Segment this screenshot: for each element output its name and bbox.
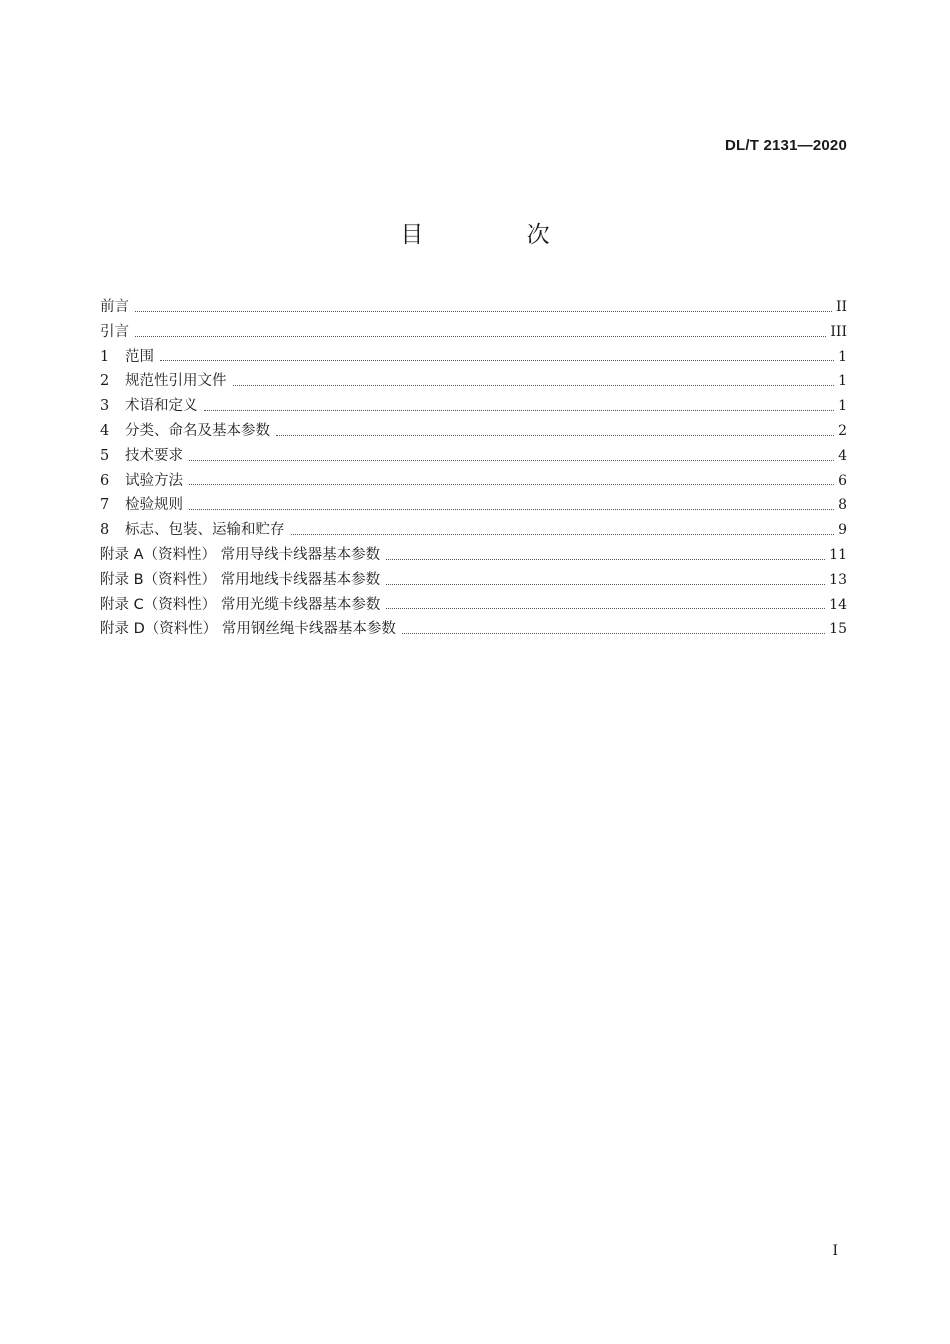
toc-entry-label (100, 493, 183, 518)
toc-entry-page: 9 (838, 522, 847, 539)
toc-entry-number: 3 (100, 398, 110, 415)
toc-entry[interactable] (100, 493, 847, 518)
toc-entry-page: 1 (838, 398, 847, 415)
toc-entry-page: 2 (838, 422, 847, 439)
toc-entry-number: 5 (100, 447, 110, 464)
dot-leader (135, 336, 826, 337)
dot-leader (233, 385, 835, 386)
toc-entry-title: 附录 D（资料性） 常用钢丝绳卡线器基本参数 (100, 621, 396, 638)
toc-entry-title: 技术要求 (125, 447, 183, 464)
toc-entry-page: 1 (838, 373, 847, 390)
toc-entry-page: 14 (829, 596, 847, 613)
toc-entry[interactable] (100, 320, 847, 345)
toc-entry-title: 试验方法 (125, 472, 183, 489)
toc-entry-page: 8 (838, 497, 847, 514)
dot-leader (291, 534, 835, 535)
toc-entry-page: 4 (838, 447, 847, 464)
toc-entry-label (100, 444, 183, 469)
dot-leader (135, 311, 832, 312)
toc-entry-label (100, 394, 198, 419)
dot-leader (204, 410, 835, 411)
toc-entry-number: 4 (100, 422, 110, 439)
toc-entry-label (100, 345, 154, 370)
toc-title: 目 次 (400, 222, 598, 248)
toc-entry-title: 附录 C（资料性） 常用光缆卡线器基本参数 (100, 596, 381, 613)
toc-entry-page: III (830, 323, 847, 340)
toc-entry[interactable] (100, 543, 847, 568)
toc-entry-title: 规范性引用文件 (125, 373, 227, 390)
toc-entry-title: 分类、命名及基本参数 (125, 422, 270, 439)
toc-entry[interactable] (100, 369, 847, 394)
toc-entry[interactable] (100, 518, 847, 543)
toc-entry-title: 引言 (100, 323, 129, 340)
table-of-contents (100, 295, 847, 642)
toc-entry-number: 8 (100, 522, 110, 539)
toc-entry-label (100, 543, 380, 568)
dot-leader (160, 360, 834, 361)
dot-leader (189, 484, 834, 485)
toc-entry-title: 标志、包装、运输和贮存 (125, 522, 285, 539)
toc-entry-label (100, 320, 129, 345)
toc-entry-label (100, 419, 270, 444)
toc-entry-title: 范围 (125, 348, 154, 365)
toc-entry-page: II (835, 299, 847, 315)
toc-entry-number: 7 (100, 497, 110, 514)
dot-leader (386, 584, 825, 585)
toc-entry[interactable] (100, 295, 847, 320)
toc-entry-title: 检验规则 (125, 497, 183, 514)
toc-entry-label (100, 295, 129, 320)
toc-entry[interactable] (100, 568, 847, 593)
toc-entry-page: 6 (838, 472, 847, 489)
toc-entry-number: 2 (100, 373, 110, 390)
toc-entry-number: 1 (100, 348, 110, 365)
page-number: I (832, 1243, 838, 1259)
toc-entry[interactable] (100, 419, 847, 444)
toc-entry-page: 11 (829, 546, 847, 563)
toc-entry-page: 13 (829, 571, 847, 588)
toc-entry-page: 1 (838, 348, 847, 365)
toc-entry[interactable] (100, 444, 847, 469)
toc-entry[interactable] (100, 593, 847, 618)
toc-entry-title: 附录 B（资料性） 常用地线卡线器基本参数 (100, 571, 381, 588)
toc-entry-label (100, 369, 227, 394)
toc-entry-title: 术语和定义 (125, 398, 198, 415)
toc-entry-title: 前言 (100, 299, 129, 315)
dot-leader (189, 509, 834, 510)
toc-entry-page: 15 (829, 621, 847, 638)
toc-entry-number: 6 (100, 472, 110, 489)
toc-entry-label (100, 518, 285, 543)
toc-entry-title: 附录 A（资料性） 常用导线卡线器基本参数 (100, 546, 381, 563)
toc-entry[interactable] (100, 394, 847, 419)
toc-entry-label (100, 617, 396, 642)
toc-entry[interactable] (100, 469, 847, 494)
standard-number: DL/T 2131—2020 (724, 137, 847, 154)
toc-entry-label (100, 568, 380, 593)
dot-leader (386, 608, 825, 609)
toc-entry-label (100, 593, 380, 618)
dot-leader (189, 460, 834, 461)
dot-leader (386, 559, 825, 560)
dot-leader (402, 633, 825, 634)
dot-leader (276, 435, 834, 436)
toc-entry[interactable] (100, 345, 847, 370)
toc-entry-label (100, 469, 183, 494)
toc-entry[interactable] (100, 617, 847, 642)
